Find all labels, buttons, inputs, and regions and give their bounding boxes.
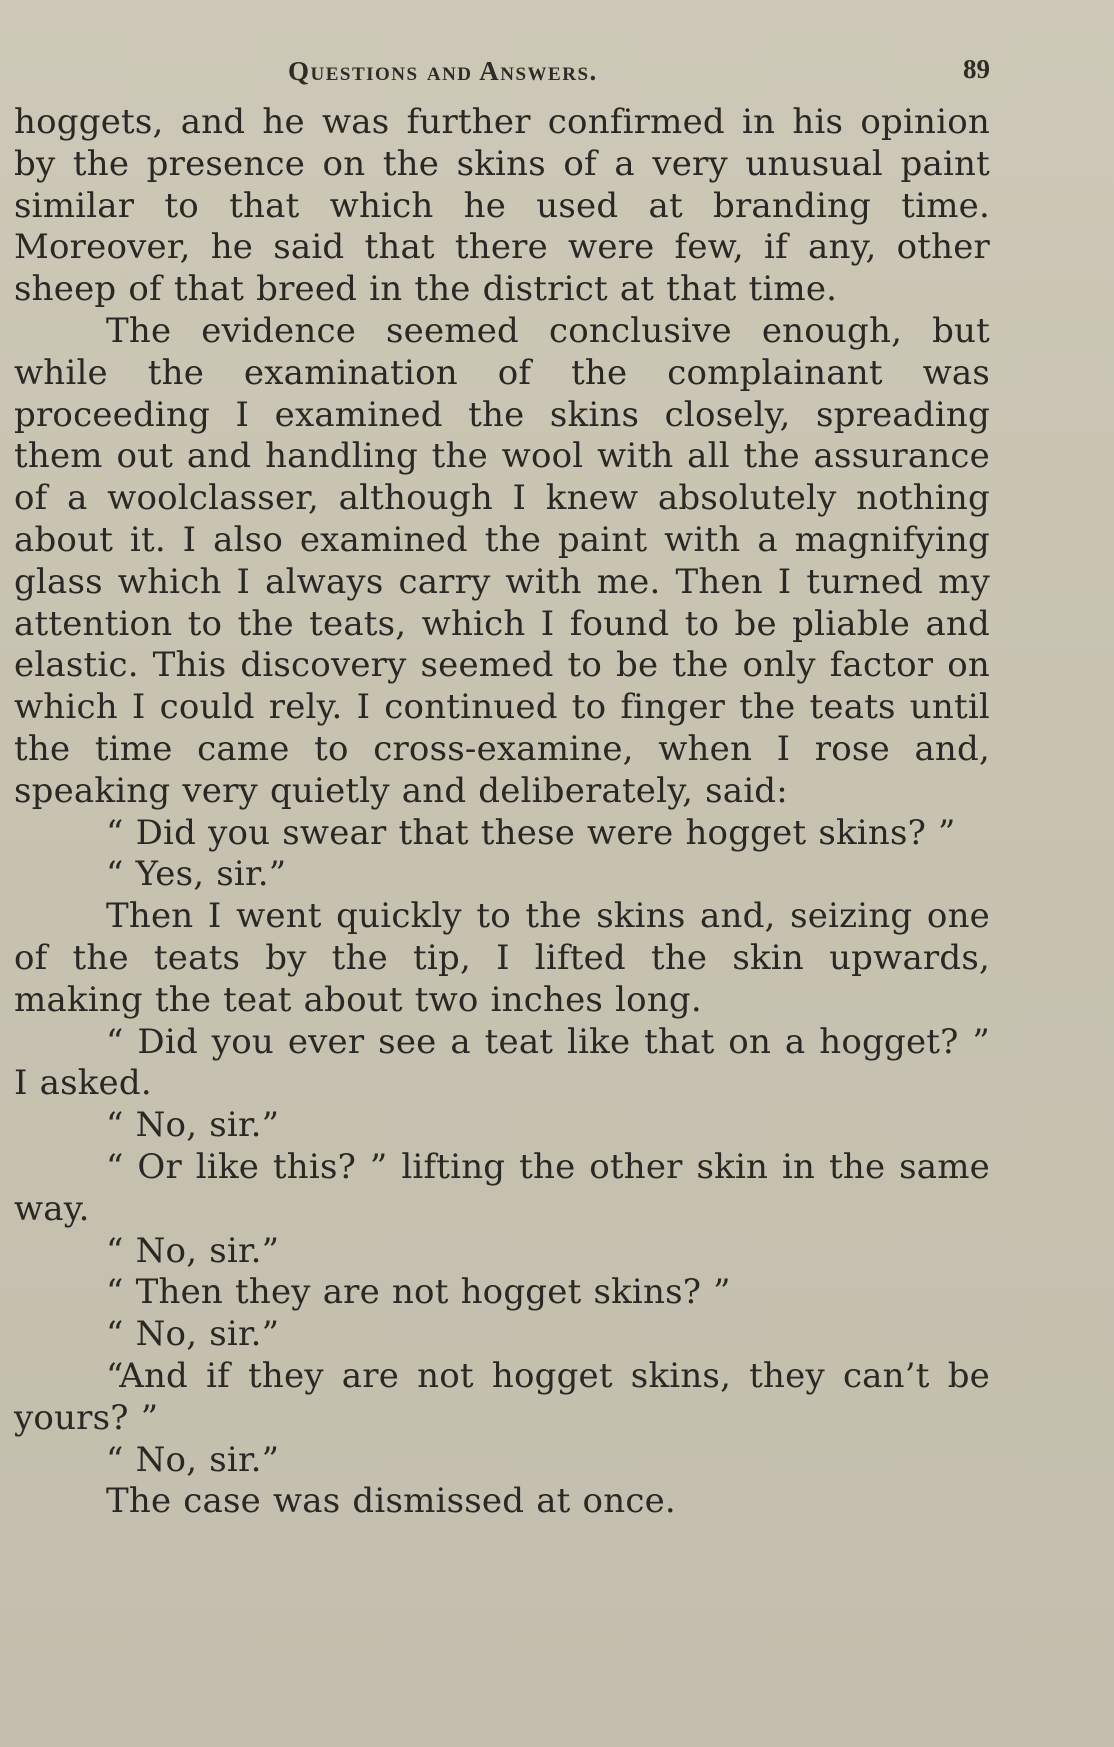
running-title: Questions and Answers. xyxy=(288,56,598,86)
paragraph-evidence: The evidence seemed conclusive enough, but while the examination of the complainant was proceeding I examined the skins closely, spreading them out and handling the wool with all the assurance of a woolclasser, although I knew absolutely nothing about it. I also examined the paint with a magnifying glass which I always carry with me. Then I turned my attention to the teats, which I found to be pliable and elastic. This discovery seemed to be the only factor on which I could rely. I continued to finger the teats until the time came to cross-examine, when I rose and, speaking very quietly and deliberately, said: xyxy=(14,310,990,811)
dialog-line: “ Yes, sir.” xyxy=(106,854,287,895)
dialog-line: “ No, sir.” xyxy=(106,1230,280,1271)
running-head xyxy=(14,52,990,96)
dialog-line: “ Then they are not hogget skins? ” xyxy=(106,1272,731,1313)
paragraph-continuation: hoggets, and he was further confirmed in his opinion by the presence on the skins of a very unusual paint similar to that which he used at branding time. Moreover, he said that there were few, if any, other sheep of that breed in the district at that time. xyxy=(14,102,990,310)
dialog-line: “ Or like this? ” lifting the other skin in the same way. xyxy=(14,1146,990,1229)
body-text xyxy=(14,102,990,1523)
dialog-line: “ Did you ever see a teat like that on a hogget? ” I asked. xyxy=(14,1021,990,1104)
dialog-line: “And if they are not hogget skins, they can’t be yours? ” xyxy=(14,1355,990,1438)
paragraph-conclusion: The case was dismissed at once. xyxy=(106,1481,676,1522)
page-number: 89 xyxy=(963,54,990,84)
dialog-line: “ No, sir.” xyxy=(106,1105,280,1146)
paragraph-narration: Then I went quickly to the skins and, seizing one of the teats by the tip, I lifted the skin upwards, making the teat about two inches long. xyxy=(14,896,990,1020)
dialog-line: “ No, sir.” xyxy=(106,1314,280,1355)
dialog-line: “ Did you swear that these were hogget skins? ” xyxy=(106,812,956,853)
dialog-line: “ No, sir.” xyxy=(106,1439,280,1480)
